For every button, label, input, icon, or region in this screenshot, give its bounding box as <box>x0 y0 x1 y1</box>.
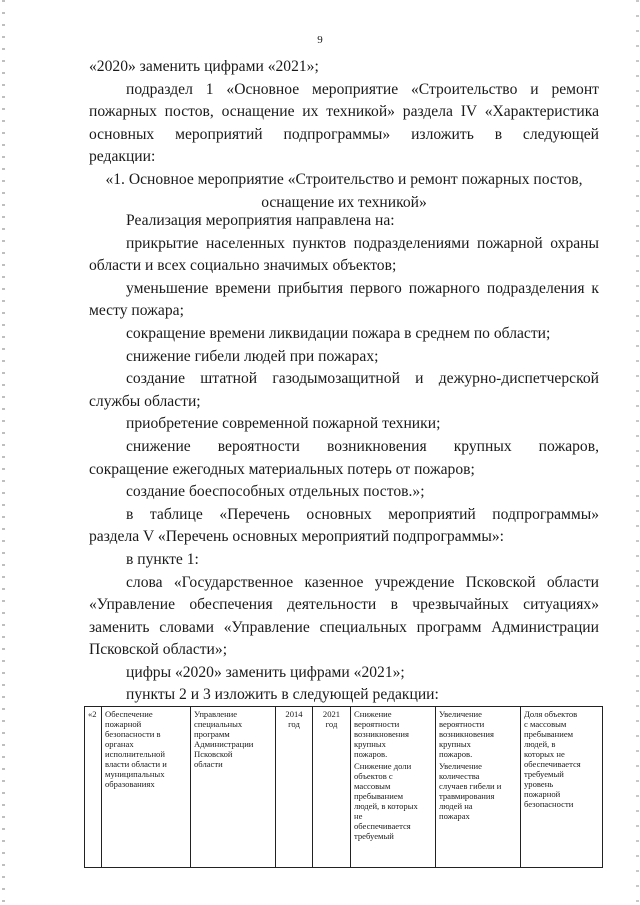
text-line: «Управление обеспечения деятельности в чрезвычайных ситуациях» <box>89 596 599 614</box>
text-line: подраздел 1 «Основное мероприятие «Строительство и ремонт <box>126 80 599 98</box>
text-line: службы области; <box>89 392 201 410</box>
scan-edge-left <box>2 0 5 905</box>
body-text-top <box>89 56 599 214</box>
text-line: месту пожара; <box>89 302 184 320</box>
text-line: «2020» заменить цифрами «2021»; <box>89 58 319 75</box>
end-year-cell: 2021 год <box>313 707 351 868</box>
section-heading: оснащение их техникой» <box>261 193 427 211</box>
text-line: пункты 2 и 3 изложить в следующей редакции: <box>126 686 439 704</box>
table-row <box>85 707 603 868</box>
text-line: Псковской области»; <box>89 641 228 659</box>
text-line: уменьшение времени прибытия первого пожарного подразделения к <box>126 279 599 297</box>
executor-cell: Управление специальных программ Администрации Псковской области <box>191 707 276 868</box>
text-line: заменить словами «Управление специальных программ Администрации <box>89 618 599 636</box>
text-line: слова «Государственное казенное учреждение Псковской области <box>126 573 599 591</box>
text-line: раздела V «Перечень основных мероприятий подпрограммы»: <box>89 528 504 546</box>
consequence-cell: Увеличение вероятности возникновения крупных пожаров. Увеличение количества случаев гибели и травмирования людей на пожарах <box>436 707 521 868</box>
expected-result-cell: Снижение вероятности возникновения крупных пожаров. Снижение доли объектов с массовым пребыванием людей, в которых не обеспечивается требуемый <box>351 707 436 868</box>
indicator-cell: Доля объектов с массовым пребыванием людей, в которых не обеспечивается требуемый уровень пожарной безопасности <box>521 707 603 868</box>
body-text-main <box>89 210 599 707</box>
row-number-cell: «2 <box>85 707 102 868</box>
text-line: создание штатной газодымозащитной и дежурно-диспетчерской <box>126 370 599 388</box>
page-number: 9 <box>317 34 323 46</box>
text-line: сокращение времени ликвидации пожара в среднем по области; <box>126 324 551 342</box>
text-line: снижение вероятности возникновения крупных пожаров, <box>126 437 599 455</box>
text-line: области и всех социально значимых объектов; <box>89 257 397 275</box>
text-line: сокращение ежегодных материальных потерь от пожаров; <box>89 460 475 478</box>
measure-cell: Обеспечение пожарной безопасности в органах исполнительной власти области и муниципальных образованиях <box>102 707 191 868</box>
start-year-cell: 2014 год <box>276 707 313 868</box>
text-line: основных мероприятий подпрограммы» изложить в следующей <box>89 125 599 143</box>
text-line: прикрытие населенных пунктов подразделениями пожарной охраны <box>126 234 599 252</box>
text-line: в пункте 1: <box>126 550 199 568</box>
text-line: в таблице «Перечень основных мероприятий подпрограммы» <box>126 505 599 523</box>
section-heading: «1. Основное мероприятие «Строительство и ремонт пожарных постов, <box>105 170 583 188</box>
text-line: редакции: <box>89 148 156 166</box>
text-line: создание боеспособных отдельных постов.»; <box>126 483 425 501</box>
text-line: снижение гибели людей при пожарах; <box>126 347 379 365</box>
text-line: цифры «2020» заменить цифрами «2021»; <box>126 663 405 681</box>
text-line: приобретение современной пожарной техники; <box>126 415 441 433</box>
text-line: пожарных постов, оснащение их техникой» раздела IV «Характеристика <box>89 103 599 121</box>
scan-edge-right <box>636 0 639 905</box>
text-line: Реализация мероприятия направлена на: <box>126 212 395 229</box>
measures-table <box>84 706 603 868</box>
